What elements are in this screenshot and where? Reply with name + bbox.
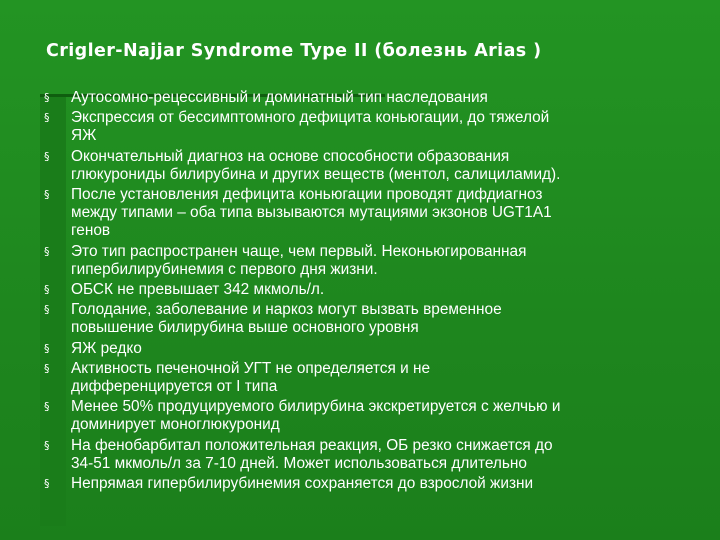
bullet-text [71,243,526,278]
bullet-marker-icon: § [44,244,50,258]
bullet-item [40,398,680,434]
bullet-item [40,89,680,107]
bullet-text [71,148,560,183]
bullet-text [71,360,430,395]
bullet-item [40,243,680,279]
bullet-text-line: Непрямая гипербилирубинемия сохраняется до взрослой жизни [71,475,534,493]
bullet-marker-icon: § [44,438,50,452]
bullet-text-line: ОБСК не превышает 342 мкмоль/л. [71,281,325,299]
bullet-marker-icon: § [44,283,50,297]
bullet-text [71,89,488,106]
bullet-text [71,186,552,239]
bullet-marker-icon: § [44,400,50,414]
slide-title: Crigler-Najjar Syndrome Type II (болезнь Arias ) [46,41,542,61]
bullet-item [40,340,680,358]
bullet-text-line: глюкурониды билирубина и других веществ (ментол, салициламид). [71,165,561,183]
bullet-text [71,437,553,472]
bullet-marker-icon: § [44,91,50,104]
bullet-text-line: гипербилирубинемия с первого дня жизни. [71,260,378,278]
bullet-text [71,301,502,336]
bullet-text-line: между типами – оба типа вызываются мутациями экзонов UGT1A1 [71,204,552,222]
bullet-text-line: доминирует моноглюкуронид [71,416,280,434]
bullet-item [40,281,680,299]
bullet-item [40,301,680,337]
bullet-text-line: ЯЖ [71,127,97,145]
bullet-marker-icon: § [44,188,50,202]
bullet-text-line: После установления дефицита коньюгации проводят дифдиагноз [71,186,543,204]
bullet-text-line: Менее 50% продуцируемого билирубина экскретируется с желчью и [71,398,561,416]
bullet-text-line: Аутосомно-рецессивный и доминатный тип наследования [71,89,488,106]
bullet-marker-icon: § [44,477,50,491]
bullet-marker-icon: § [44,303,50,317]
bullet-text-line: ЯЖ редко [71,339,142,357]
bullet-item [40,148,680,184]
bullet-text-line: Экспрессия от бессимптомного дефицита коньюгации, до тяжелой [71,109,550,127]
bullet-item [40,475,680,493]
bullet-text-line: Активность печеночной УГТ не определяется и не [71,359,431,377]
bullet-item [40,437,680,473]
bullet-text-line: генов [71,222,111,240]
bullet-item [40,360,680,396]
bullet-item [40,186,680,241]
bullet-text-line: дифференцируется от I типа [71,378,278,396]
bullet-text-line: 34-51 мкмоль/л за 7-10 дней. Может использоваться длительно [71,454,527,472]
bullet-text [71,109,549,144]
bullet-text [71,475,533,492]
bullet-text-line: повышение билирубина выше основного уровня [71,319,419,337]
bullet-marker-icon: § [44,111,50,125]
bullet-list [40,89,680,495]
bullet-text [71,281,324,298]
bullet-item [40,109,680,145]
bullet-marker-icon: § [44,341,50,355]
bullet-text-line: На фенобарбитал положительная реакция, ОБ резко снижается до [71,436,553,454]
bullet-marker-icon: § [44,361,50,375]
bullet-text [71,398,560,433]
bullet-text-line: Это тип распространен чаще, чем первый. Неконьюгированная [71,242,527,260]
bullet-text-line: Голодание, заболевание и наркоз могут вызвать временное [71,301,502,319]
bullet-marker-icon: § [44,149,50,163]
bullet-text-line: Окончательный диагноз на основе способности образования [71,147,510,165]
bullet-text [71,340,142,357]
